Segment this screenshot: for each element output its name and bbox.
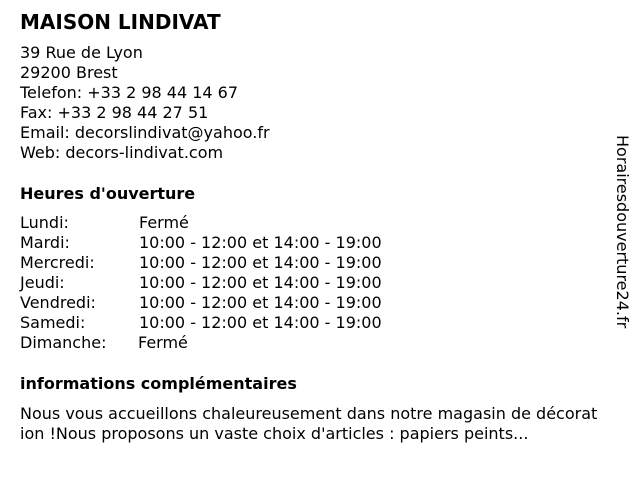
opening-hours-heading: Heures d'ouverture — [20, 184, 196, 203]
day-hours: 10:00 - 12:00 et 14:00 - 19:00 — [139, 313, 382, 332]
day-label: Jeudi: — [20, 273, 65, 292]
day-hours: 10:00 - 12:00 et 14:00 - 19:00 — [139, 293, 382, 312]
day-hours: 10:00 - 12:00 et 14:00 - 19:00 — [139, 253, 382, 272]
hours-row-friday — [20, 293, 440, 313]
day-label: Samedi: — [20, 313, 86, 332]
additional-info-heading: informations complémentaires — [20, 374, 297, 393]
fax-number: Fax: +33 2 98 44 27 51 — [20, 103, 209, 122]
hours-row-wednesday — [20, 253, 440, 273]
day-label: Lundi: — [20, 213, 69, 232]
contact-block — [20, 43, 270, 163]
hours-row-tuesday — [20, 233, 440, 253]
day-label: Vendredi: — [20, 293, 96, 312]
day-hours: Fermé — [139, 213, 189, 232]
day-hours: 10:00 - 12:00 et 14:00 - 19:00 — [139, 233, 382, 252]
hours-row-thursday — [20, 273, 440, 293]
day-hours: 10:00 - 12:00 et 14:00 - 19:00 — [139, 273, 382, 292]
day-label: Mardi: — [20, 233, 70, 252]
hours-row-sunday — [20, 333, 440, 353]
address-city: 29200 Brest — [20, 63, 118, 82]
hours-row-monday — [20, 213, 440, 233]
website: Web: decors-lindivat.com — [20, 143, 224, 162]
additional-info-text: Nous vous accueillons chaleureusement dans notre magasin de décoration !Nous proposons un vaste choix d'articles : papiers peints... — [20, 404, 598, 443]
address-street: 39 Rue de Lyon — [20, 43, 143, 62]
watermark: Horairesdouverture24.fr — [613, 135, 632, 329]
day-hours: Fermé — [138, 333, 188, 352]
business-name: MAISON LINDIVAT — [20, 10, 221, 34]
phone-number: Telefon: +33 2 98 44 14 67 — [20, 83, 239, 102]
day-label: Mercredi: — [20, 253, 95, 272]
day-label: Dimanche: — [20, 333, 107, 352]
hours-row-saturday — [20, 313, 440, 333]
email-address: Email: decorslindivat@yahoo.fr — [20, 123, 270, 142]
opening-hours-table — [20, 213, 440, 353]
